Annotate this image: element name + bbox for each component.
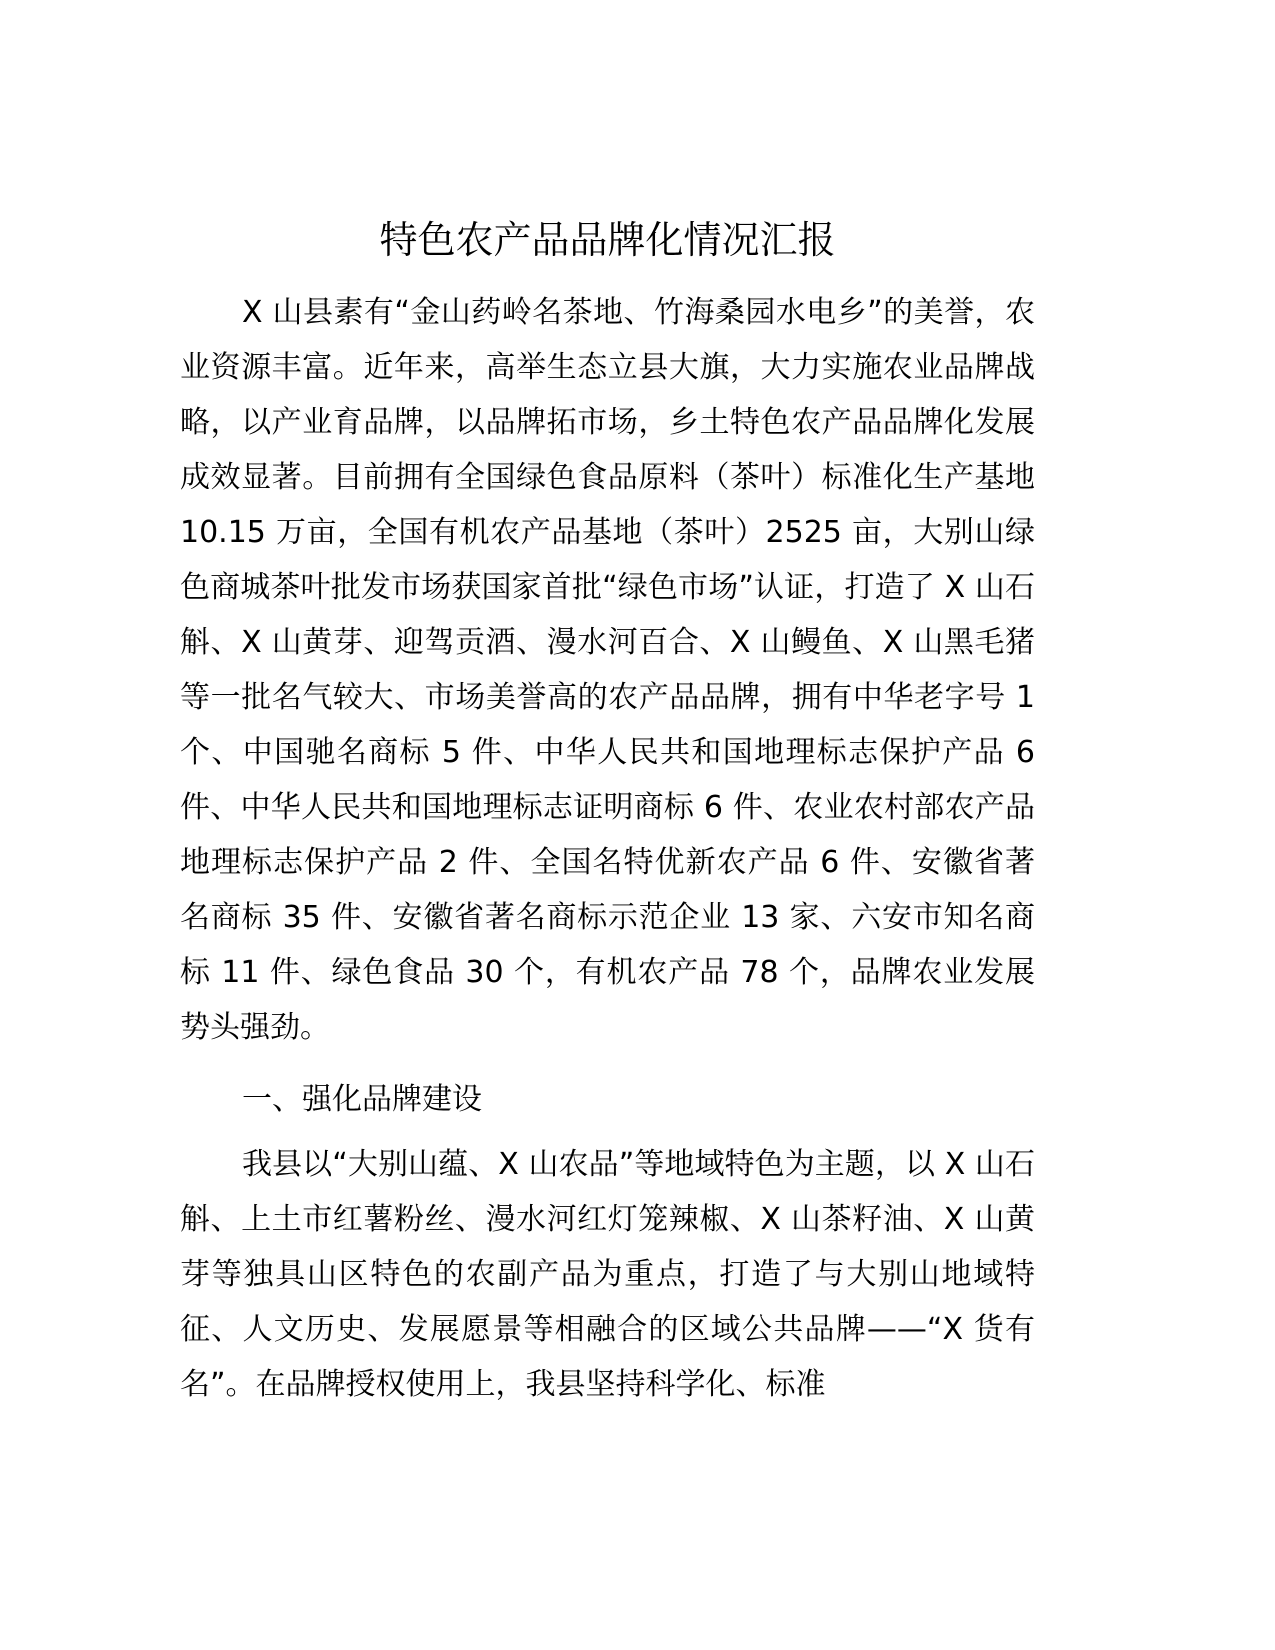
document-title: 特色农产品品牌化情况汇报	[379, 218, 836, 262]
body-paragraph-intro: X 山县素有“金山药岭名茶地、竹海桑园水电乡”的美誉，农业资源丰富。近年来，高举生态立县大旗，大力实施农业品牌战略，以产业育品牌，以品牌拓市场，乡土特色农产品品牌化发展成效显著。目前拥有全国绿色食品原料（茶叶）标准化生产基地 10.15 万亩，全国有机农产品基地（茶叶）2525 亩，大别山绿色商城茶叶批发市场获国家首批“绿色市场”认证，打造了 X 山石斛、X 山黄芽、迎驾贡酒、漫水河百合、X 山鳗鱼、X 山黑毛猪等一批名气较大、市场美誉高的农产品品牌，拥有中华老字号 1 个、中国驰名商标 5 件、中华人民共和国地理标志保护产品 6 件、中华人民共和国地理标志证明商标 6 件、农业农村部农产品地理标志保护产品 2 件、全国名特优新农产品 6 件、安徽省著名商标 35 件、安徽省著名商标示范企业 13 家、六安市知名商标 11 件、绿色食品 30 个，有机农产品 78 个，品牌农业发展势头强劲。	[180, 295, 1035, 1045]
body-paragraph-brand-building: 我县以“大别山蕴、X 山农品”等地域特色为主题，以 X 山石斛、上土市红薯粉丝、漫水河红灯笼辣椒、X 山茶籽油、X 山黄芽等独具山区特色的农副产品为重点，打造了与大别山地域特征、人文历史、发展愿景等相融合的区域公共品牌——“X 货有名”。在品牌授权使用上，我县坚持科学化、标准	[180, 1147, 1035, 1402]
section-heading-1: 一、强化品牌建设	[242, 1082, 482, 1117]
